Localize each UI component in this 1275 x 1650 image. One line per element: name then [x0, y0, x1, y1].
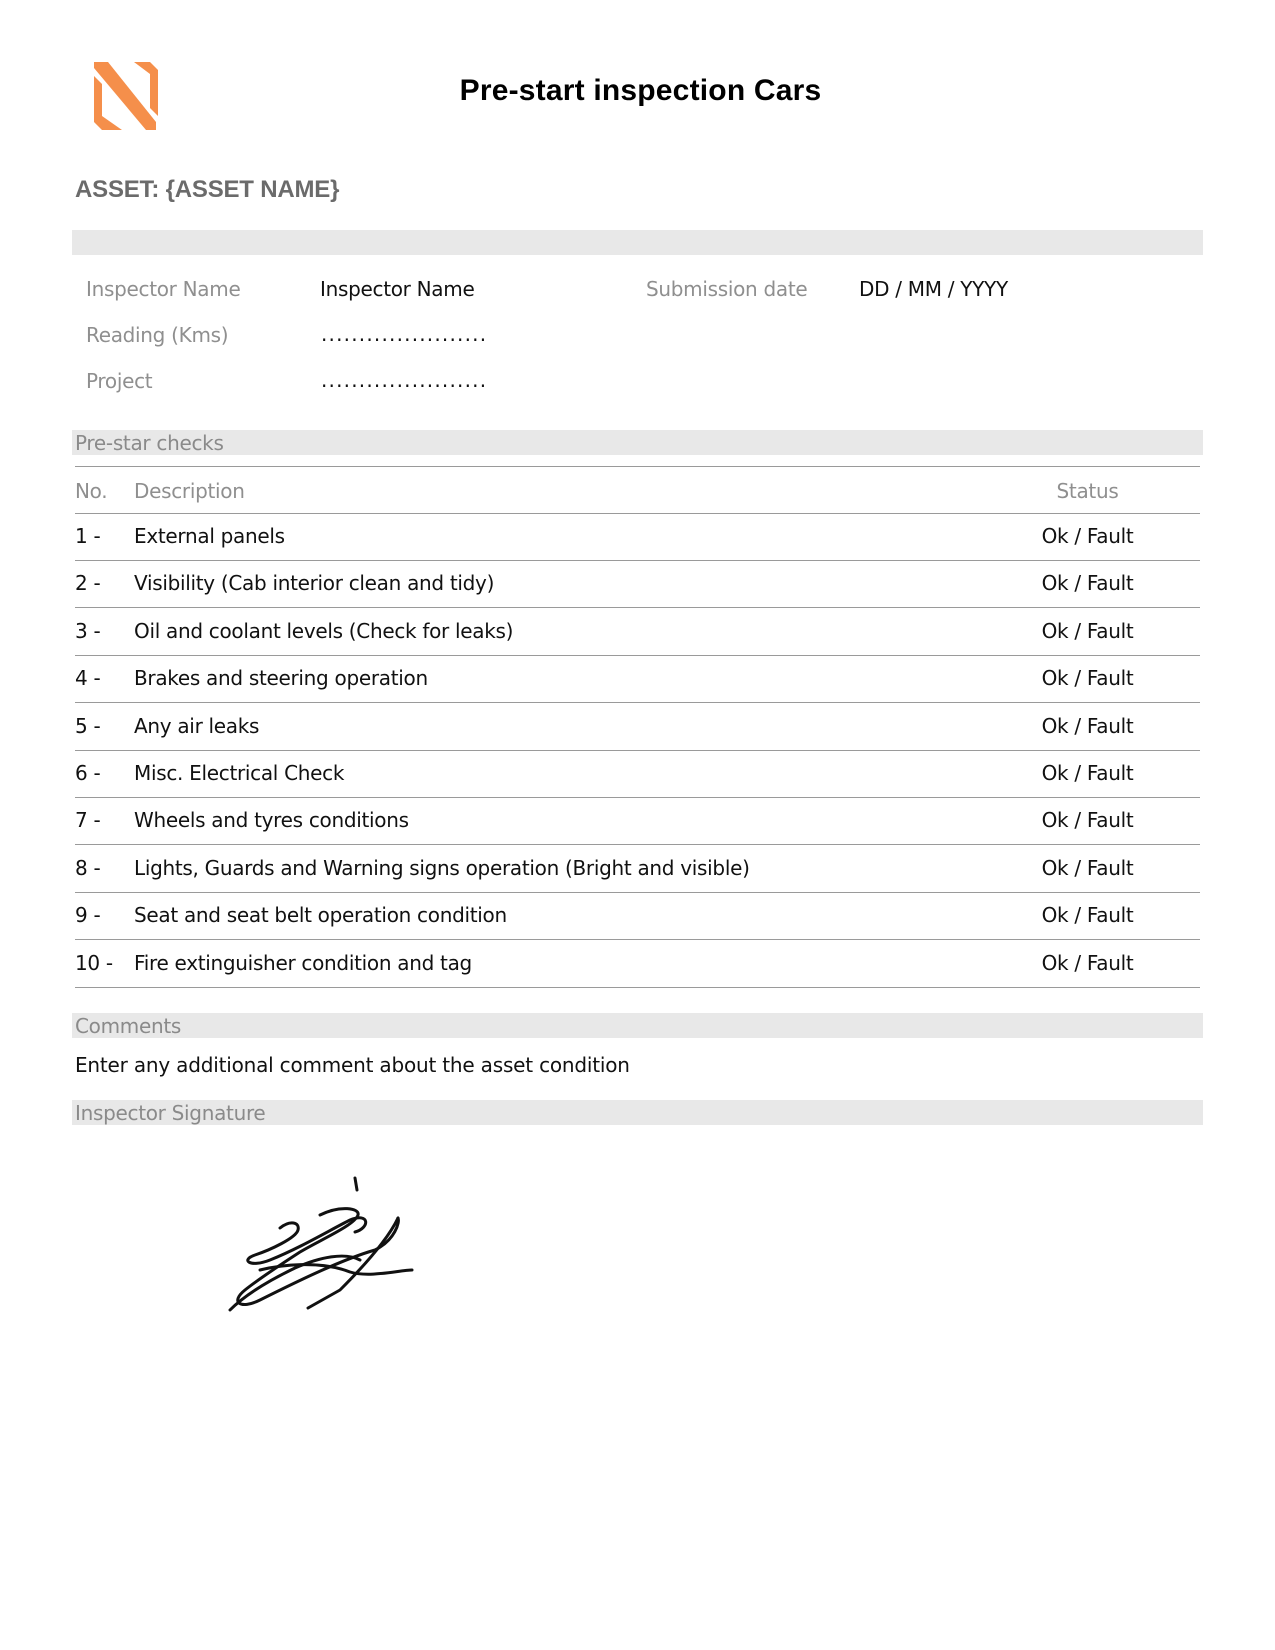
column-header-description: Description [134, 479, 245, 503]
table-row [75, 798, 1200, 845]
row-number: 2 - [75, 571, 101, 596]
checks-section-title: Pre-star checks [72, 430, 1203, 455]
row-description: Any air leaks [134, 713, 260, 738]
row-description: Oil and coolant levels (Check for leaks) [134, 618, 514, 643]
reading-label: Reading (Kms) [86, 323, 229, 347]
row-number: 4 - [75, 666, 101, 691]
row-description: Lights, Guards and Warning signs operation (Bright and visible) [134, 855, 750, 880]
row-description: External panels [134, 524, 285, 548]
row-description: Seat and seat belt operation condition [134, 903, 507, 928]
column-header-no: No. [75, 479, 108, 503]
info-section-bar [72, 230, 1203, 255]
row-status[interactable]: Ok / Fault [1041, 855, 1134, 880]
table-row [75, 751, 1200, 798]
table-row [75, 514, 1200, 561]
row-number: 10 - [75, 950, 113, 975]
submission-date-label: Submission date [646, 277, 808, 301]
row-status[interactable]: Ok / Fault [1041, 761, 1134, 785]
table-top-divider [75, 466, 1200, 467]
table-row [75, 704, 1200, 751]
row-number: 7 - [75, 808, 101, 833]
row-description: Brakes and steering operation [134, 666, 428, 691]
inspector-name-field[interactable]: Inspector Name [320, 277, 475, 301]
table-row [75, 609, 1200, 656]
table-row [75, 656, 1200, 703]
signature-section-title: Inspector Signature [72, 1100, 1203, 1125]
row-divider [75, 987, 1200, 988]
reading-field[interactable]: ...................... [321, 322, 488, 346]
row-number: 1 - [75, 524, 101, 548]
row-status[interactable]: Ok / Fault [1041, 950, 1134, 975]
row-description: Fire extinguisher condition and tag [134, 950, 472, 975]
row-description: Wheels and tyres conditions [134, 808, 409, 833]
table-row [75, 846, 1200, 893]
row-number: 6 - [75, 761, 101, 785]
row-number: 8 - [75, 855, 101, 880]
table-row [75, 893, 1200, 940]
row-number: 3 - [75, 618, 101, 643]
page-title: Pre-start inspection Cars [459, 74, 822, 107]
comments-field[interactable]: Enter any additional comment about the asset condition [75, 1053, 630, 1077]
row-status[interactable]: Ok / Fault [1041, 903, 1134, 928]
row-description: Misc. Electrical Check [134, 761, 345, 785]
asset-name-heading: ASSET: {ASSET NAME} [75, 176, 340, 203]
project-field[interactable]: ...................... [321, 368, 488, 392]
project-label: Project [86, 369, 153, 393]
row-status[interactable]: Ok / Fault [1041, 666, 1134, 691]
row-status[interactable]: Ok / Fault [1041, 808, 1134, 833]
column-header-status: Status [1056, 479, 1119, 503]
signature-area[interactable] [200, 1160, 440, 1330]
row-status[interactable]: Ok / Fault [1041, 571, 1134, 596]
handwritten-signature-icon [200, 1160, 440, 1330]
row-number: 5 - [75, 713, 101, 738]
table-row [75, 561, 1200, 608]
table-row [75, 941, 1200, 988]
row-status[interactable]: Ok / Fault [1041, 713, 1134, 738]
row-status[interactable]: Ok / Fault [1041, 618, 1134, 643]
row-description: Visibility (Cab interior clean and tidy) [134, 571, 495, 596]
submission-date-field[interactable]: DD / MM / YYYY [859, 277, 1008, 301]
row-status[interactable]: Ok / Fault [1041, 524, 1134, 548]
row-number: 9 - [75, 903, 101, 928]
inspector-name-label: Inspector Name [86, 277, 241, 301]
comments-section-title: Comments [72, 1013, 1203, 1038]
